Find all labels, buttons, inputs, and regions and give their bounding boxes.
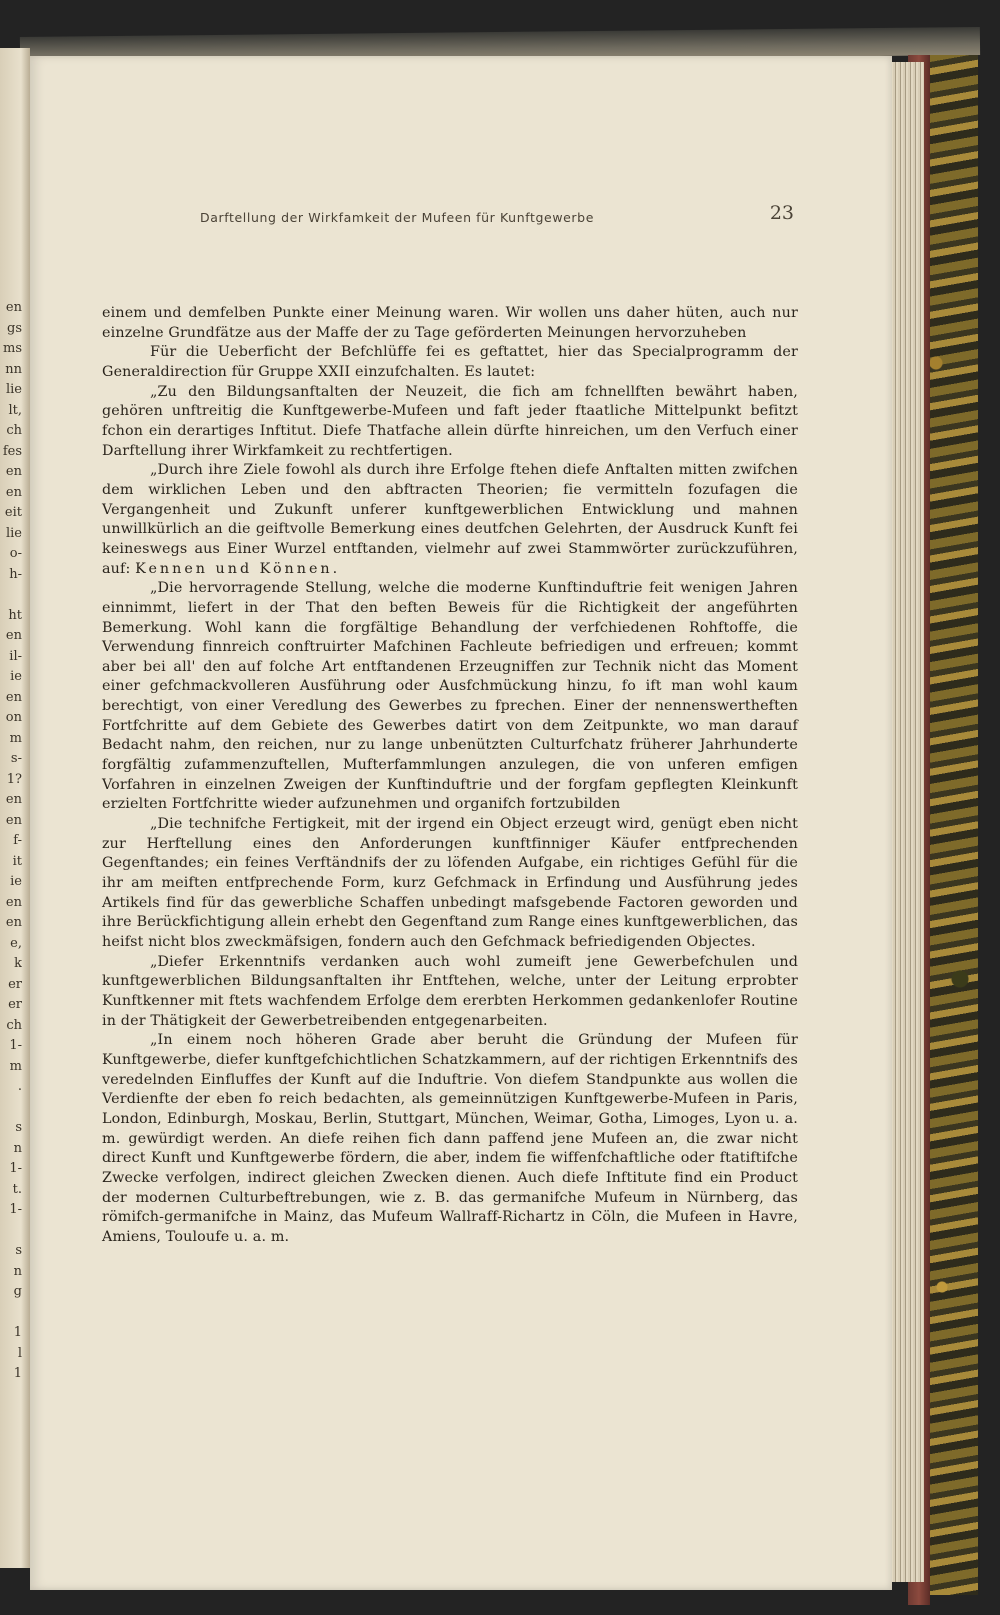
left-page-fragment: gs — [7, 320, 22, 336]
left-page-fragment: ms — [3, 341, 22, 356]
left-page-fragment: ie — [10, 669, 22, 684]
left-page-fragment: t. — [12, 1181, 22, 1197]
left-page-fragment: . — [17, 1079, 22, 1094]
left-page-fragment: en — [5, 812, 22, 828]
left-page-fragment — [0, 1303, 22, 1324]
left-page-fragment: er — [8, 976, 22, 992]
running-title: Darftellung der Wirkfamkeit der Mufeen für Kunftgewerbe — [200, 210, 594, 225]
left-page-fragment: en — [5, 628, 22, 643]
left-page-fragment: it — [12, 853, 22, 869]
left-page-fragment: s — [15, 1120, 22, 1135]
left-page-fragment: en — [5, 689, 22, 705]
left-page-fragment: en — [5, 484, 22, 500]
left-page-fragment: n — [13, 1140, 22, 1156]
left-page-fragment: n — [13, 1263, 22, 1279]
left-page-fragment: g — [13, 1284, 22, 1299]
left-page-sliver — [0, 48, 30, 1568]
paragraph: „In einem noch höheren Grade aber beruht die Gründung der Mufeen für Kunftgewerbe, diefer kunftgefchichtlichen Schatzkammern, auf der richtigen Erkenntnifs des veredelnden Einfluffes der Kunft auf die Induftrie. Von diefem Standpunkte aus wollen die Verdienfte der eben fo reich bedachten, als gemeinnützigen Kunftgewerbe-Mufeen in Paris, London, Edinburgh, Moskau, Berlin, Stuttgart, München, Weimar, Gotha, Limoges, Lyon u. a. m. gewürdigt werden. An diefe reihen fich dann paffend jene Mufeen an, die zwar nicht direct Kunft und Kunftgewerbe fördern, die aber, indem fie wiffenfchaftliche oder ftatiftifche Zwecke verfolgen, indirect gleichen Zwecken dienen. Auch diefe Inftitute find ein Product der modernen Culturbeftrebungen, wie z. B. das germanifche Mufeum in Nürnberg, das römifch-germanifche in Mainz, das Mufeum Wallraff-Richartz in Cöln, die Mufeen in Havre, Amiens, Touloufe u. a. m. — [102, 1032, 798, 1245]
left-page-fragment: m — [9, 730, 22, 746]
page-edges-stack — [888, 62, 924, 1582]
left-page-fragment: en — [5, 894, 22, 910]
paragraph: „Zu den Bildungsanftalten der Neuzeit, die fich am fchnellften bewährt haben, gehören unftreitig die Kunftgewerbe-Mufeen und faft jeder ftaatliche Mittelpunkt befitzt fchon ein derartiges Inftitut. Diefe Thatfache allein dürfte hinreichen, um den Verfuch einer Darftellung ihrer Wirkfamkeit zu rechtfertigen. — [102, 383, 798, 459]
left-page-fragment: en — [5, 300, 22, 315]
body-text — [102, 304, 798, 1248]
spaced-emphasis: Kennen und Können. — [135, 560, 341, 577]
left-page-fragment: 1 — [13, 1325, 22, 1340]
left-page-fragment: lie — [5, 382, 22, 397]
left-page-fragment: eit — [4, 505, 22, 520]
left-page-fragment: il- — [9, 648, 22, 664]
left-page-fragment: en — [5, 464, 22, 479]
left-page-fragment — [0, 1098, 22, 1119]
left-page-fragment: en — [5, 915, 22, 930]
left-page-fragment: fes — [2, 443, 22, 459]
left-page-fragment: lie — [5, 525, 22, 541]
left-page-fragment: ie — [10, 874, 22, 889]
paragraph: „Die technifche Fertigkeit, mit der irgend ein Object erzeugt wird, genügt eben nicht zur Herftellung eines den Anforderungen kunftfinniger Käufer entfprechenden Gegenftandes; ein feines Verftändnifs der zu löfenden Aufgabe, ein richtiges Gefühl für die ihr am meiften entfprechende Form, kurz Gefchmack in Erfindung und Ausführung jedes Artikels find für das gewerbliche Schaffen unbedingt mafsgebende Factoren geworden und ihre Berückfichtigung allein erhebt den Gegenftand zum Range eines kunftgewerblichen, das heifst nicht blos zweckmäfsigen, fondern auch den Gefchmack befriedigenden Objectes. — [102, 816, 798, 950]
left-page-fragment: 1- — [9, 1161, 22, 1176]
left-page-fragment: o- — [9, 546, 22, 561]
page-header — [200, 202, 794, 228]
left-page-fragment: k — [14, 956, 22, 971]
paragraph: Für die Ueberficht der Befchlüffe fei es geftattet, hier das Specialprogramm der Generaldirection für Gruppe XXII einzufchalten. Es lautet: — [102, 344, 798, 380]
left-page-cropped-text — [0, 298, 22, 1385]
paragraph: „Die hervorragende Stellung, welche die moderne Kunftinduftrie feit wenigen Jahren einnimmt, liefert in der That den beften Beweis für die Richtigkeit der angeführten Bemerkung. Wohl kann die forgfältige Behandlung der verfchiedenen Rohftoffe, die Verwendung finnreich conftruirter Mafchinen Fachleute befriedigen und erfreuen; kommt aber bei all' den auf folche Art entftandenen Erzeugniffen zur Technik nicht das Moment einer gefchmackvolleren Ausführung oder Ausfchmückung hinzu, fo ift man wohl kaum berechtigt, von einer Veredlung des Gewerbes zu fprechen. Einer der nennenswertheften Fortfchritte auf dem Gebiete des Gewerbes datirt von dem Zeitpunkte, wo man darauf Bedacht nahm, den reichen, nur zu lange unbenützten Culturfchatz früherer Jahrhunderte forgfältig zufammenzuftellen, Mufterfammlungen anzulegen, die von unferen emfigen Vorfahren in einzelnen Zweigen der Kunftinduftrie und der forgfam gepflegten Kleinkunft erzielten Fortfchritte wieder aufzunehmen und organifch fortzubilden — [102, 580, 798, 813]
left-page-fragment: 1 — [13, 1366, 22, 1381]
left-page-fragment: h- — [9, 566, 22, 582]
left-page-fragment: ht — [8, 607, 22, 623]
left-page-fragment — [0, 585, 22, 606]
left-page-fragment: en — [5, 792, 22, 807]
page-number: 23 — [769, 202, 794, 224]
paragraph: „Diefer Erkenntnifs verdanken auch wohl zumeift jene Gewerbefchulen und kunftgewerblichen Bildungsanftalten ihr Entftehen, welche, unter der Leitung erprobter Kunftkenner mit ftets wachfendem Erfolge dem ererbten Herkommen gedankenlofer Routine in der Thätigkeit der Gewerbetreibenden entgegenarbeiten. — [102, 953, 798, 1029]
left-page-fragment: ch — [6, 1017, 22, 1033]
paragraph: „Durch ihre Ziele fowohl als durch ihre Erfolge ftehen diefe Anftalten mitten zwifchen dem wirklichen Leben und den abftracten Theorien; fie vermitteln fozufagen die Vergangenheit und Zukunft unferer kunftgewerblichen Entwicklung und mahnen unwillkürlich an die geiftvolle Bemerkung eines deutfchen Gelehrten, der Ausdruck Kunft fei keineswegs aus Einer Wurzel entftanden, vielmehr auf zwei Stammwörter zurückzuführen, auf: Kennen und Können. — [102, 462, 798, 577]
left-page-fragment: f- — [13, 833, 22, 848]
left-page-fragment: 1- — [9, 1202, 22, 1217]
book-page — [30, 56, 892, 1590]
left-page-fragment: lt, — [8, 402, 22, 418]
left-page-fragment: 1- — [9, 1038, 22, 1053]
left-page-fragment: er — [8, 997, 22, 1012]
left-page-fragment: ch — [6, 423, 22, 438]
left-page-fragment — [0, 1221, 22, 1242]
left-page-fragment: nn — [5, 361, 22, 377]
paragraph: einem und demfelben Punkte einer Meinung waren. Wir wollen uns daher hüten, auch nur einzelne Grundfätze aus der Maffe der zu Tage geförderten Meinungen hervorzuheben — [102, 305, 798, 341]
left-page-fragment: l — [17, 1345, 22, 1361]
left-page-fragment: 1? — [6, 771, 22, 787]
left-page-fragment: m — [9, 1058, 22, 1074]
left-page-fragment: on — [5, 710, 22, 725]
left-page-fragment: e, — [10, 935, 22, 951]
left-page-fragment: s — [15, 1243, 22, 1258]
left-page-fragment: s- — [10, 751, 22, 766]
